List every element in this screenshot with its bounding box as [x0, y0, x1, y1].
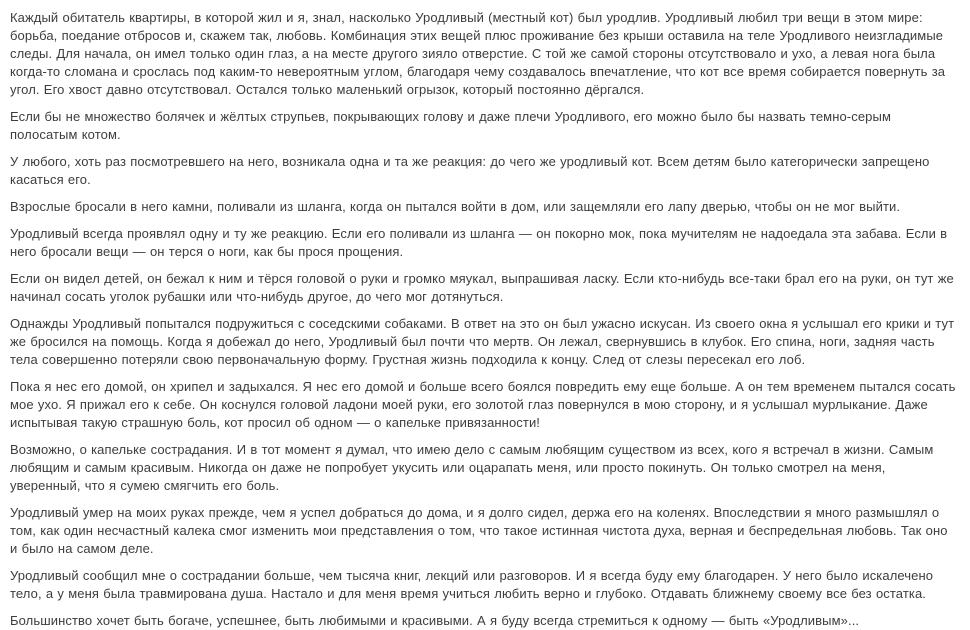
story-paragraph: Взрослые бросали в него камни, поливали из шланга, когда он пытался войти в дом, или защемляли его лапу дверью, чтобы он не мог выйти. — [10, 199, 901, 214]
story-paragraph: Уродливый всегда проявлял одну и ту же реакцию. Если его поливали из шланга — он покорно мок, пока мучителям не надоедала эта забава. Если в него бросали вещи — он терся о ноги, как бы прося прощения. — [10, 226, 948, 259]
story-paragraph: Большинство хочет быть богаче, успешнее, быть любимыми и красивыми. А я буду всегда стремиться к одному — быть «Уродливым»... — [10, 613, 860, 628]
story-paragraph: Уродливый умер на моих руках прежде, чем я успел добраться до дома, и я долго сидел, держа его на коленях. Впоследствии я много размышлял о том, как один несчастный калека смог изменить мои представления о том, что такое истинная чистота духа, верная и беспредельная любовь. Так оно и было на самом деле. — [10, 505, 948, 556]
story-paragraph: Уродливый сообщил мне о сострадании больше, чем тысяча книг, лекций или разговоров. И я всегда буду ему благодарен. У него было искалечено тело, а у меня была травмирована душа. Настало и для меня время учиться любить верно и глубоко. Отдавать ближнему своему все без остатка. — [10, 568, 934, 601]
story-paragraph: Если бы не множество болячек и жёлтых струпьев, покрывающих голову и даже плечи Уродливого, его можно было бы назвать темно-серым полосатым котом. — [10, 109, 891, 142]
story-paragraph: Возможно, о капельке сострадания. И в тот момент я думал, что имею дело с самым любящим существом из всех, кого я встречал в жизни. Самым любящим и самым красивым. Никогда он даже не попробует укусить или оцарапать меня, или просто покинуть. Он только смотрел на меня, уверенный, что я сумею смягчить его боль. — [10, 442, 934, 493]
story-paragraph: Однажды Уродливый попытался подружиться с соседскими собаками. В ответ на это он был ужасно искусан. Из своего окна я услышал его крики и тут же бросился на помощь. Когда я добежал до него, Уродливый был почти что мертв. Он лежал, свернувшись в клубок. Его спина, ноги, задняя часть тела совершенно потеряли свою первоначальную форму. Грустная жизнь подходила к концу. След от слезы пересекал его лоб. — [10, 316, 955, 367]
story-paragraph: Пока я нес его домой, он хрипел и задыхался. Я нес его домой и больше всего боялся повредить ему еще больше. А он тем временем пытался сосать мое ухо. Я прижал его к себе. Он коснулся головой ладони моей руки, его золотой глаз повернулся в мою сторону, и я услышал мурлыкание. Даже испытывая такую страшную боль, кот просил об одном — о капельке привязанности! — [10, 379, 956, 430]
story-paragraph: У любого, хоть раз посмотревшего на него, возникала одна и та же реакция: до чего же уродливый кот. Всем детям было категорически запрещено касаться его. — [10, 154, 930, 187]
story-paragraph: Если он видел детей, он бежал к ним и тёрся головой о руки и громко мяукал, выпрашивая ласку. Если кто-нибудь все-таки брал его на руки, он тут же начинал сосать уголок рубашки или что-нибудь другое, до чего мог дотянуться. — [10, 271, 954, 304]
story-paragraph: Каждый обитатель квартиры, в которой жил и я, знал, насколько Уродливый (местный кот) был уродлив. Уродливый любил три вещи в этом мире: борьба, поедание отбросов и, скажем так, любовь. Комбинация этих вещей плюс проживание без крыши оставила на теле Уродливого неизгладимые следы. Для начала, он имел только один глаз, а на месте другого зияло отверстие. С той же самой стороны отсутствовало и ухо, а левая нога была когда-то сломана и срослась под каким-то невероятным углом, благодаря чему создавалось впечатление, что кот все время собирается повернуть за угол. Его хвост давно отсутствовал. Остался только маленький огрызок, который постоянно дёргался. — [10, 10, 946, 97]
